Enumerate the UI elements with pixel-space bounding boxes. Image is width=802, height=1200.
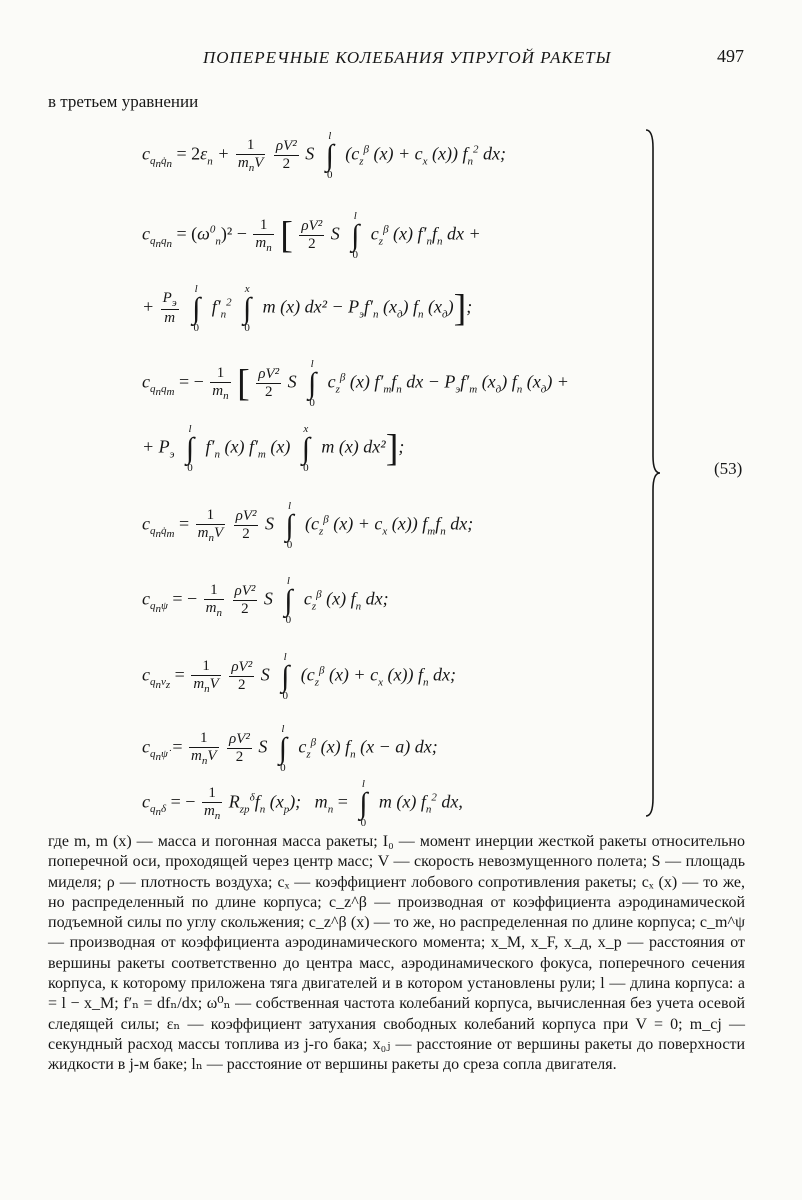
- equation-2-cont: + $\frac{P_э}{m}$ l ∫ 0 $f'_n^2$ x ∫ 0 m (x) $dx^2 - P_эf'_n$ $(x_д)$ $f_n$ $(x_д)$];: [142, 283, 473, 335]
- equation-4: $c_{q_nq̇_m}$ = $\frac{1}{m_nV}$ $\frac{\text{ρV²}}{2}$ S l ∫ 0 ($c_z^\beta$ $(x) + c_x$ (x)) $f_mf_n$ dx;: [142, 500, 474, 552]
- right-brace-icon: [645, 128, 661, 818]
- equation-1: $c_{q_nq̇_n} = 2\varepsilon_n$ + $\frac{1}{m_nV}$ $\frac{\text{ρV²}}{2}$ S l ∫ 0 ($c_z^\beta$ $(x) + c_x$ (x)) $f_n^2$ dx;: [142, 130, 507, 182]
- intro-text: в третьем уравнении: [48, 92, 199, 111]
- explanation-paragraph: [48, 832, 745, 1076]
- equation-2: $c_{q_nq_n} = (\omega^0_n)^2$ − $\frac{1}{m_n}$ [ $\frac{\text{ρV²}}{2}$ S l ∫ 0 $c_z^\beta$ (x) $f'_nf_n$ dx +: [142, 210, 481, 262]
- equation-7: $c_{q_n\psi̇}$ = $\frac{1}{m_nV}$ $\frac{\text{ρV²}}{2}$ S l ∫ 0 $c_z^\beta$ (x) $f_n$ (x − a) dx;: [142, 723, 438, 775]
- equation-3: $c_{q_nq_m}$ = − $\frac{1}{m_n}$ [ $\frac{\text{ρV²}}{2}$ S l ∫ 0 $c_z^\beta$ (x) $f'_mf_n$ dx − $P_эf'_m$ $(x_д)$ $f_n$ $(x_д)$ +: [142, 358, 569, 410]
- equation-3-cont: + $P_э$ l ∫ 0 $f'_n$ (x) $f'_m$ (x) x ∫ 0 m (x) dx²];: [142, 423, 405, 475]
- explanation-text: где m, m (x) — масса и погонная масса ракеты; I₀ — момент инерции жесткой ракеты относительно поперечной оси, проходящей через центр масс; V — скорость невозмущенного полета; S — площадь миделя; ρ — плотность воздуха; cₓ — коэффициент лобового сопротивления ракеты; cₓ (x) — то же, но распределенный по длине корпуса; c_z^β — производная от коэффициента аэродинамической подъемной силы по углу скольжения; c_z^β (x) — то же, но распределенная по длине корпуса; c_m^ψ — производная от коэффициента аэродинамического момента; x_M, x_F, x_д, x_p — расстояния от вершины ракеты соответственно до центра масс, аэродинамического фокуса, поперечного сечения корпуса, к которому приложена тяга двигателей и в котором установлены рули; l — длина корпуса: a = l − x_M; f′ₙ = dfₙ/dx; ω⁰ₙ — собственная частота колебаний корпуса, вычисленная без учета осевой следящей силы; εₙ — коэффициент затухания свободных колебаний корпуса при V = 0; m_cj — секундный расход массы топлива из j-го бака; x₀ⱼ — расстояние от вершины ракеты до поверхности жидкости в j-м баке; lₙ — расстояние от вершины ракеты до среза сопла двигателя.: [48, 833, 745, 1074]
- equation-6: $c_{q_nv_z}$ = $\frac{1}{m_nV}$ $\frac{\text{ρV²}}{2}$ S l ∫ 0 ($c_z^\beta$ $(x) + c_x$ (x)) $f_n$ dx;: [142, 651, 456, 703]
- equation-5: $c_{q_n\psi}$ = − $\frac{1}{m_n}$ $\frac{\text{ρV²}}{2}$ S l ∫ 0 $c_z^\beta$ (x) $f_n$ dx;: [142, 575, 389, 627]
- running-header: ПОПЕРЕЧНЫЕ КОЛЕБАНИЯ УПРУГОЙ РАКЕТЫ: [203, 48, 612, 67]
- page-number: 497: [717, 46, 744, 66]
- equation-8: $c_{q_n\delta}$ = − $\frac{1}{m_n}$ $R_{zp}^\delta f_n$ $(x_p)$; $m_n$ = l ∫ 0 m (x) $f_n^2$ dx,: [142, 778, 463, 830]
- equation-number: (53): [714, 459, 743, 478]
